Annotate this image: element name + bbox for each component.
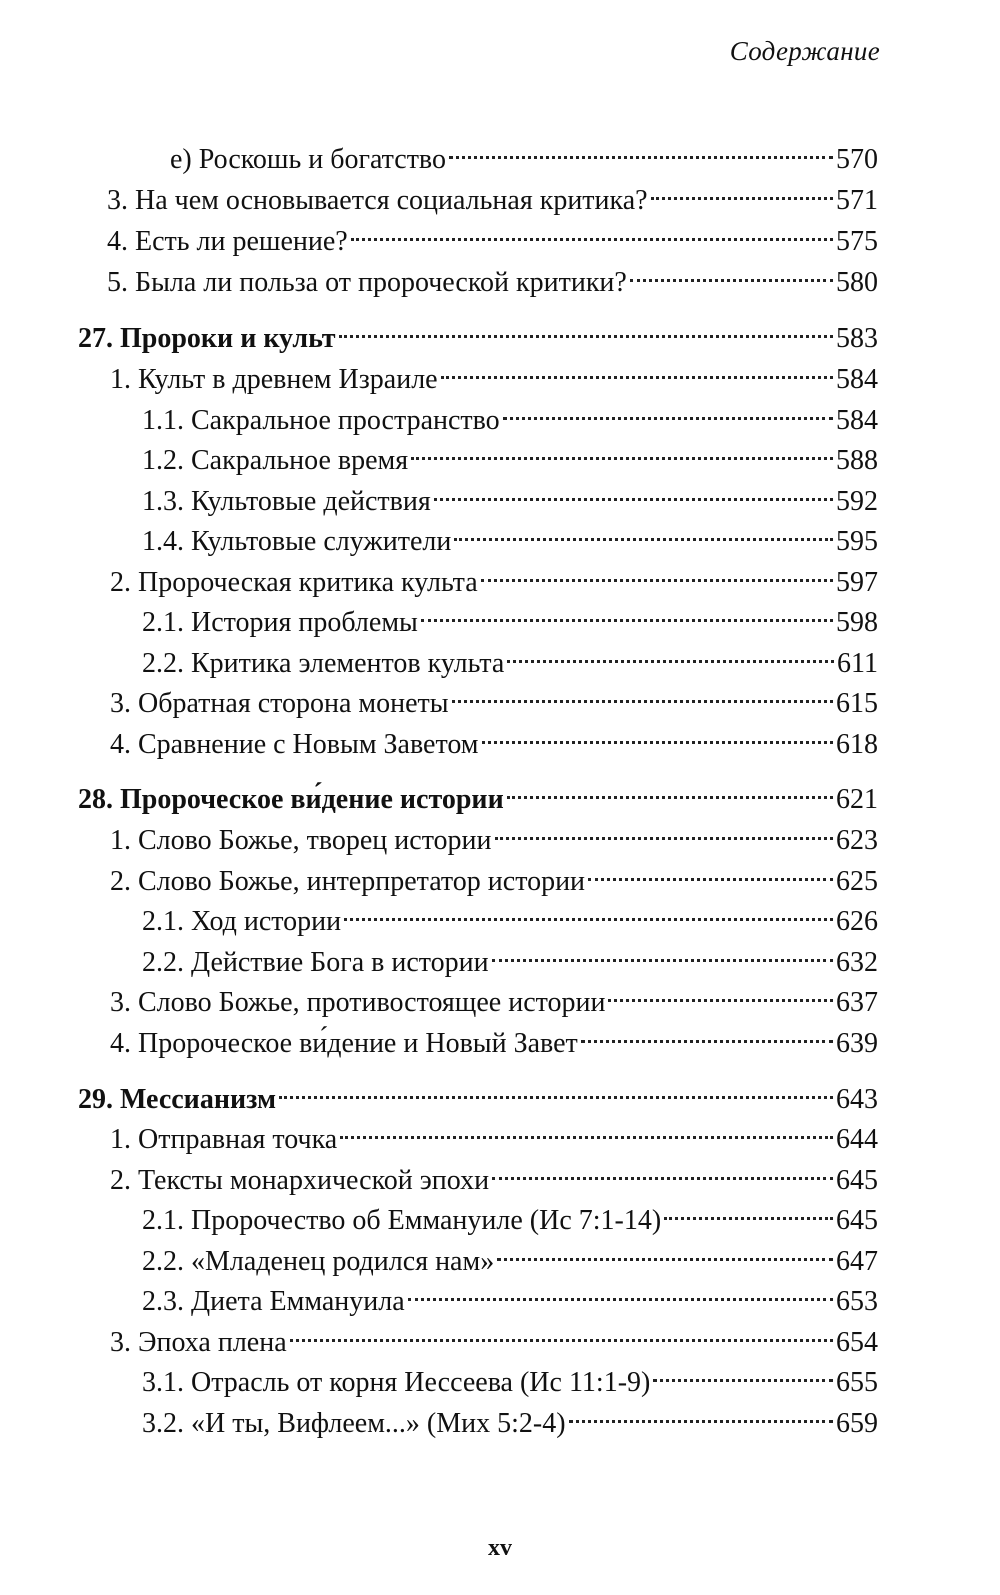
toc-entry-page: 645 (836, 1205, 878, 1236)
toc-entry-page: 637 (836, 987, 878, 1018)
toc-entry-page: 597 (836, 567, 878, 598)
toc-chapter-entry (78, 1072, 878, 1115)
toc-entry (110, 676, 878, 719)
toc-leader-dots (344, 894, 833, 930)
toc-leader-dots (340, 1112, 833, 1148)
toc-leader-dots (569, 1396, 833, 1432)
toc-entry-title: 1.3. Культовые действия (142, 486, 431, 517)
toc-leader-dots (651, 173, 833, 209)
toc-leader-dots (588, 854, 833, 890)
toc-entry-title: 1. Слово Божье, творец истории (110, 825, 492, 856)
toc-leader-dots (507, 636, 834, 672)
toc-entry (142, 514, 878, 557)
toc-entry (110, 1315, 878, 1358)
toc-entry-title: 2.2. Действие Бога в истории (142, 947, 489, 978)
toc-entry-page: 639 (836, 1028, 878, 1059)
toc-entry-page: 584 (836, 405, 878, 436)
toc-entry-page: 598 (836, 607, 878, 638)
toc-leader-dots (492, 1153, 833, 1189)
toc-leader-dots (581, 1016, 833, 1052)
toc-entry-title: 3. Слово Божье, противостоящее истории (110, 987, 606, 1018)
toc-leader-dots (434, 474, 833, 510)
toc-chapter-title: 29. Мессианизм (78, 1084, 277, 1115)
toc-leader-dots (351, 214, 833, 250)
toc-entry-page: 623 (836, 825, 878, 856)
toc-entry-page: 592 (836, 486, 878, 517)
toc-entry-page: 643 (836, 1084, 878, 1115)
toc-entry (142, 636, 878, 679)
toc-entry (170, 132, 878, 175)
running-header: Содержание (729, 36, 880, 66)
toc-entry-page: 584 (836, 364, 878, 395)
toc-entry (142, 1193, 878, 1236)
toc-leader-dots (608, 975, 833, 1011)
toc-leader-dots (481, 555, 833, 591)
toc-entry-page: 618 (836, 729, 878, 760)
toc-entry-page: 575 (836, 226, 878, 257)
toc-entry (142, 1274, 878, 1317)
toc-entry (142, 433, 878, 476)
toc-entry-title: 3. Эпоха плена (110, 1327, 287, 1358)
toc-entry (107, 173, 878, 216)
toc-entry-page: 647 (836, 1246, 878, 1277)
toc-leader-dots (507, 772, 833, 808)
toc-entry-page: 644 (836, 1124, 878, 1155)
toc-leader-dots (495, 813, 833, 849)
toc-leader-dots (421, 595, 833, 631)
toc-entry-title: 2.1. История проблемы (142, 607, 418, 638)
toc-entry (110, 352, 878, 395)
toc-entry (142, 935, 878, 978)
toc-entry (142, 1355, 878, 1398)
toc-entry-title: 2. Слово Божье, интерпретатор истории (110, 866, 586, 897)
toc-entry-page: 645 (836, 1165, 878, 1196)
toc-entry-title: 4. Есть ли решение? (107, 226, 348, 257)
toc-entry (110, 813, 878, 856)
toc-entry-title: 2.2. Критика элементов культа (142, 648, 505, 679)
toc-entry (142, 474, 878, 517)
toc-leader-dots (454, 514, 833, 550)
toc-entry-page: 632 (836, 947, 878, 978)
toc-entry-title: 2.2. «Младенец родился нам» (142, 1246, 495, 1277)
toc-entry-page: 611 (837, 648, 878, 679)
toc-leader-dots (441, 352, 833, 388)
toc-entry (142, 1396, 878, 1439)
toc-entry (142, 1234, 878, 1277)
toc-leader-dots (452, 676, 833, 712)
toc-entry-page: 659 (836, 1408, 878, 1439)
toc-leader-dots (503, 393, 833, 429)
toc-entry (142, 595, 878, 638)
toc-entry-title: 1.4. Культовые служители (142, 526, 452, 557)
toc-entry (110, 975, 878, 1018)
toc-entry-title: 3.1. Отрасль от корня Иессеева (Ис 11:1-9) (142, 1367, 651, 1398)
toc-chapter-title: 28. Пророческое ви́дение истории (78, 784, 504, 815)
toc-entry-title: 1.2. Сакральное время (142, 445, 409, 476)
toc-leader-dots (664, 1193, 833, 1229)
toc-leader-dots (449, 132, 833, 168)
toc-entry (110, 717, 878, 760)
toc-entry (107, 255, 878, 298)
toc-entry (110, 854, 878, 897)
toc-entry (110, 555, 878, 598)
toc-entry-title: 2.1. Ход истории (142, 906, 342, 937)
toc-leader-dots (482, 717, 833, 753)
toc-entry (110, 1016, 878, 1059)
toc-entry-page: 615 (836, 688, 878, 719)
toc-leader-dots (630, 255, 833, 291)
toc-entry (107, 214, 878, 257)
toc-entry-title: 2.1. Пророчество об Еммануиле (Ис 7:1-14) (142, 1205, 662, 1236)
toc-entry-page: 583 (836, 323, 878, 354)
toc-leader-dots (408, 1274, 833, 1310)
toc-entry-page: 655 (836, 1367, 878, 1398)
toc-entry-title: 4. Сравнение с Новым Заветом (110, 729, 479, 760)
toc-entry-title: 2. Тексты монархической эпохи (110, 1165, 490, 1196)
toc-leader-dots (492, 935, 833, 971)
toc-entry-title: 4. Пророческое ви́дение и Новый Завет (110, 1028, 578, 1059)
toc-entry-page: 621 (836, 784, 878, 815)
toc-entry-title: 3.2. «И ты, Вифлеем...» (Мих 5:2-4) (142, 1408, 566, 1439)
toc-entry-title: 1.1. Сакральное пространство (142, 405, 500, 436)
toc-chapter-entry (78, 311, 878, 354)
toc-entry-page: 654 (836, 1327, 878, 1358)
toc-entry-page: 595 (836, 526, 878, 557)
toc-entry-title: 1. Культ в древнем Израиле (110, 364, 438, 395)
toc-chapter-title: 27. Пророки и культ (78, 323, 336, 354)
toc-chapter-entry (78, 772, 878, 815)
toc-entry-title: 3. Обратная сторона монеты (110, 688, 449, 719)
toc-entry-title: 1. Отправная точка (110, 1124, 338, 1155)
toc-entry-page: 571 (836, 185, 878, 216)
toc-entry-page: 625 (836, 866, 878, 897)
toc-entry-page: 580 (836, 267, 878, 298)
toc-entry-title: 3. На чем основывается социальная критика? (107, 185, 648, 216)
toc-leader-dots (497, 1234, 833, 1270)
toc-entry-title: е) Роскошь и богатство (170, 144, 446, 175)
toc-leader-dots (290, 1315, 833, 1351)
toc-leader-dots (653, 1355, 833, 1391)
toc-entry-page: 588 (836, 445, 878, 476)
toc-entry (110, 1153, 878, 1196)
toc-entry-page: 653 (836, 1286, 878, 1317)
toc-entry (142, 894, 878, 937)
page-number: xv (488, 1535, 512, 1561)
toc-entry (110, 1112, 878, 1155)
toc-leader-dots (411, 433, 833, 469)
toc-leader-dots (279, 1072, 833, 1108)
toc-entry-title: 2. Пророческая критика культа (110, 567, 478, 598)
toc-entry (142, 393, 878, 436)
toc-entry-title: 5. Была ли польза от пророческой критики? (107, 267, 627, 298)
toc-entry-page: 626 (836, 906, 878, 937)
toc-leader-dots (339, 311, 833, 347)
toc-entry-title: 2.3. Диета Еммануила (142, 1286, 405, 1317)
toc-entry-page: 570 (836, 144, 878, 175)
